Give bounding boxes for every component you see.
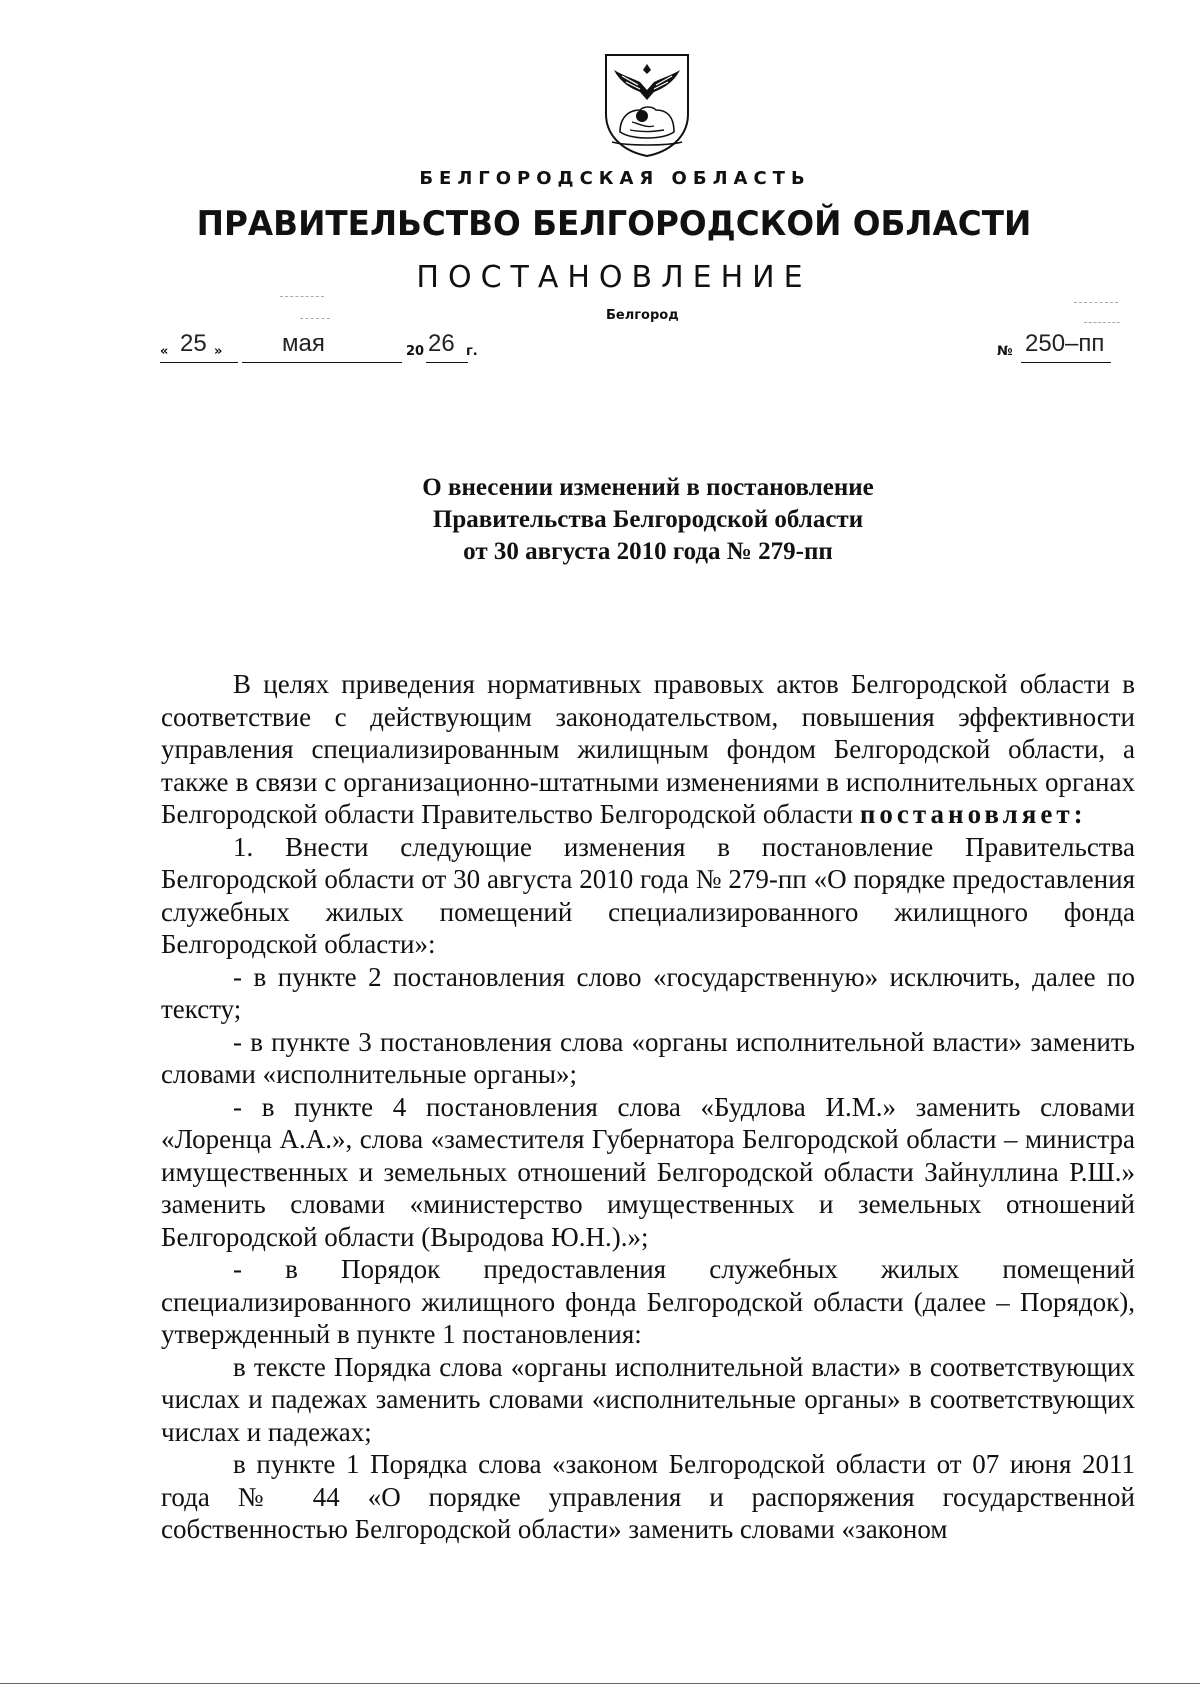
preamble-text: В целях приведения нормативных правовых актов Белгородской области в соответствие с действующим законодательством, повышения эффективности управления специализированным жилищным фондом Белгородской области, а также в связи с организационно-штатными изменениями в исполнительных органах Белгородской области Правительство Белгородской области	[161, 669, 1135, 829]
scan-mark	[280, 296, 324, 297]
date-line	[160, 330, 1060, 364]
document-body	[161, 668, 1135, 1546]
number-underline	[1021, 362, 1111, 363]
body-paragraph-preamble	[161, 668, 1135, 831]
date-year-prefix: 20	[406, 344, 425, 359]
scan-mark	[1084, 322, 1120, 323]
date-open-quote: «	[160, 344, 169, 359]
date-day-underline	[160, 362, 238, 363]
date-day: 25	[180, 330, 207, 357]
body-paragraph-procedure: - в Порядок предоставления служебных жилых помещений специализированного жилищного фонда Белгородской области (далее – Порядок), утвержденный в пункте 1 постановления:	[161, 1254, 1135, 1349]
body-paragraph-procedure-text: в тексте Порядка слова «органы исполнительной власти» в соответствующих числах и падежах заменить словами «исполнительные органы» в соответствующих числах и падежах;	[161, 1351, 1135, 1447]
document-type: ПОСТАНОВЛЕНИЕ	[416, 260, 812, 295]
document-number	[997, 330, 1117, 364]
title-line-2: Правительства Белгородской области	[432, 506, 864, 533]
body-paragraph-clause-3: - в пункте 3 постановления слова «органы исполнительной власти» заменить словами «исполнительные органы»;	[161, 1026, 1135, 1089]
body-paragraph-clause-4: - в пункте 4 постановления слова «Будлова И.М.» заменить словами «Лоренца А.А.», слова «заместителя Губернатора Белгородской области – министра имущественных и земельных отношений Белгородской области Зайнуллина Р.Ш.» заменить словами «министерство имущественных и земельных отношений Белгородской области (Выродова Ю.Н.).»;	[161, 1091, 1135, 1252]
date-month-underline	[242, 362, 402, 363]
region-name: БЕЛГОРОДСКАЯ ОБЛАСТЬ	[419, 168, 811, 189]
document-title	[48, 472, 1200, 568]
preamble-decree-word: постановляет:	[859, 799, 1087, 829]
date-close-quote: »	[214, 344, 223, 359]
city-name: Белгород	[606, 308, 679, 323]
page-bottom-edge	[0, 1683, 1200, 1684]
body-paragraph-item-1: 1. Внести следующие изменения в постановление Правительства Белгородской области от 30 августа 2010 года № 279-пп «О порядке предоставления служебных жилых помещений специализированного жилищного фонда Белгородской области»:	[161, 831, 1135, 959]
date-year-suffix: 26	[428, 330, 455, 357]
scan-mark	[300, 318, 330, 319]
date-year-underline	[426, 362, 468, 363]
number-prefix: №	[997, 344, 1013, 359]
body-paragraph-clause-2: - в пункте 2 постановления слово «государственную» исключить, далее по тексту;	[161, 961, 1135, 1024]
number-value: 250–пп	[1025, 330, 1105, 357]
scan-mark	[1074, 302, 1118, 303]
date-year-mark: г.	[466, 344, 478, 359]
coat-of-arms-emblem	[602, 52, 692, 158]
government-name: ПРАВИТЕЛЬСТВО БЕЛГОРОДСКОЙ ОБЛАСТИ	[196, 204, 1032, 244]
title-line-1: О внесении изменений в постановление	[422, 474, 874, 501]
body-paragraph-procedure-item-1: в пункте 1 Порядка слова «законом Белгородской области от 07 июня 2011 года № 44 «О порядке управления и распоряжения государственной собственностью Белгородской области» заменить словами «законом	[161, 1449, 1135, 1544]
date-month: мая	[282, 330, 325, 357]
title-line-3: от 30 августа 2010 года № 279-пп	[463, 538, 833, 565]
